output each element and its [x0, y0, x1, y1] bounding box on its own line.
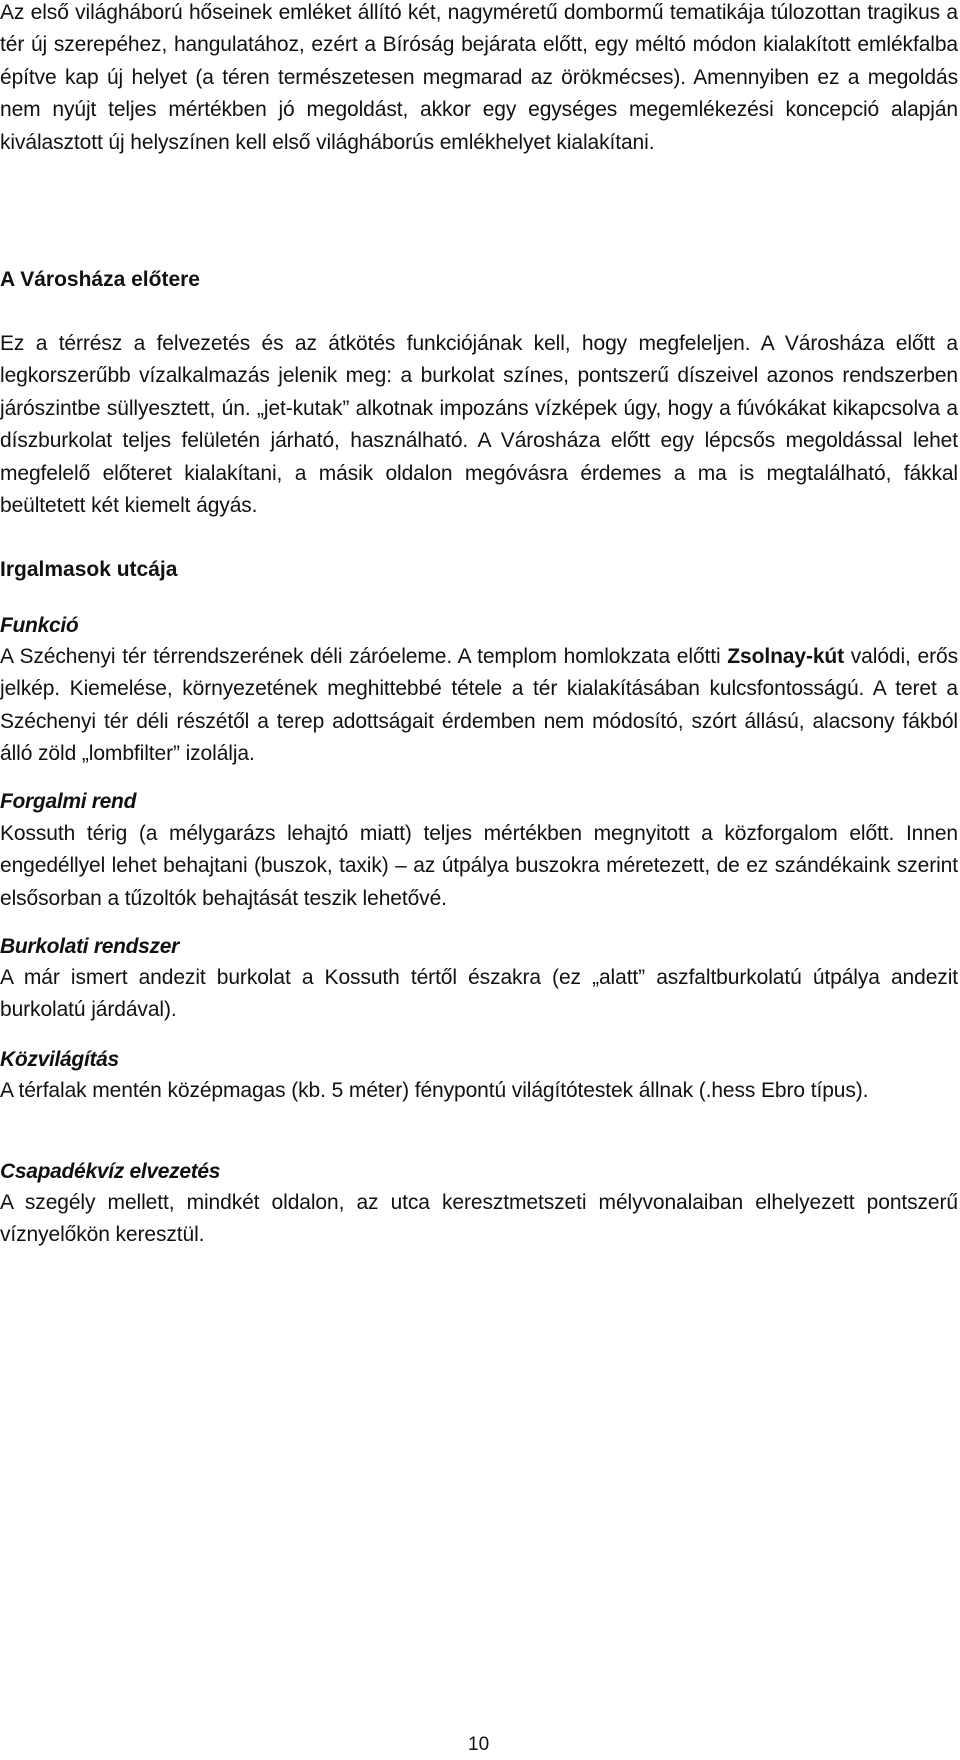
csapadekviz-paragraph: A szegély mellett, mindkét oldalon, az utca keresztmetszeti mélyvonalaiban elhelyezett pontszerű víznyelőkön keresztül. [0, 1191, 958, 1247]
subheading-burkolati-rendszer: Burkolati rendszer [0, 935, 179, 958]
page-number: 10 [468, 1734, 490, 1755]
varoshaza-paragraph: Ez a térrész a felvezetés és az átkötés funkciójának kell, hogy megfeleljen. A Városháza előtt a legkorszerűbb vízalkalmazás jelenik meg: a burkolat színes, pontszerű díszeivel azonos rendszerben járószintbe süllyesztett, ún. „jet-kutak” alkotnak impozáns vízképek úgy, hogy a fúvókákat kikapcsolva a díszburkolat teljes felületén járható, használható. A Városháza előtt egy lépcsős megoldással lehet megfelelő előteret kialakítani, a másik oldalon megóvásra érdemes a ma is megtalálható, fákkal beültetett két kiemelt ágyás. [0, 332, 958, 518]
section-heading-varoshaza: A Városháza előtere [0, 268, 200, 291]
funkcio-paragraph [0, 641, 958, 771]
subheading-funkcio: Funkció [0, 614, 79, 637]
section-heading-irgalmasok: Irgalmasok utcája [0, 558, 178, 581]
subheading-kozvilagitas: Közvilágítás [0, 1048, 119, 1071]
subheading-forgalmi-rend: Forgalmi rend [0, 790, 137, 813]
subheading-csapadekviz: Csapadékvíz elvezetés [0, 1160, 221, 1183]
funkcio-text-before: A Széchenyi tér térrendszerének déli záróeleme. A templom homlokzata előtti [0, 645, 728, 668]
forgalmi-rend-paragraph: Kossuth térig (a mélygarázs lehajtó miatt) teljes mértékben megnyitott a közforgalom előtt. Innen engedéllyel lehet behajtani (buszok, taxik) – az útpálya buszokra méretezett, de ez szándékaink szerint elsősorban a tűzoltók behajtását teszik lehetővé. [0, 822, 958, 910]
intro-paragraph: Az első világháború hőseinek emléket állító két, nagyméretű dombormű tematikája túlozottan tragikus a tér új szerepéhez, hangulatához, ezért a Bíróság bejárata előtt, egy méltó módon kialakított emlékfalba építve kap új helyet (a téren természetesen megmarad az örökmécses). Amennyiben ez a megoldás nem nyújt teljes mértékben jó megoldást, akkor egy egységes megemlékezési koncepció alapján kiválasztott új helyszínen kell első világháborús emlékhelyet kialakítani. [0, 1, 958, 154]
zsolnay-kut-emphasis: Zsolnay-kút [727, 645, 845, 668]
funkcio-text-after: valódi, erős jelkép. Kiemelése, környezetének meghittebbé tétele a tér kialakításában kulcsfontosságú. A teret a Széchenyi tér déli részétől a terep adottságait érdemben nem módosító, szórt állású, alacsony fákból álló zöld „lombfilter” izolálja. [0, 645, 958, 766]
kozvilagitas-paragraph: A térfalak mentén középmagas (kb. 5 méter) fénypontú világítótestek állnak (.hess Ebro típus). [0, 1079, 869, 1102]
burkolati-rendszer-paragraph: A már ismert andezit burkolat a Kossuth tértől északra (ez „alatt” aszfaltburkolatú útpálya andezit burkolatú járdával). [0, 966, 958, 1022]
